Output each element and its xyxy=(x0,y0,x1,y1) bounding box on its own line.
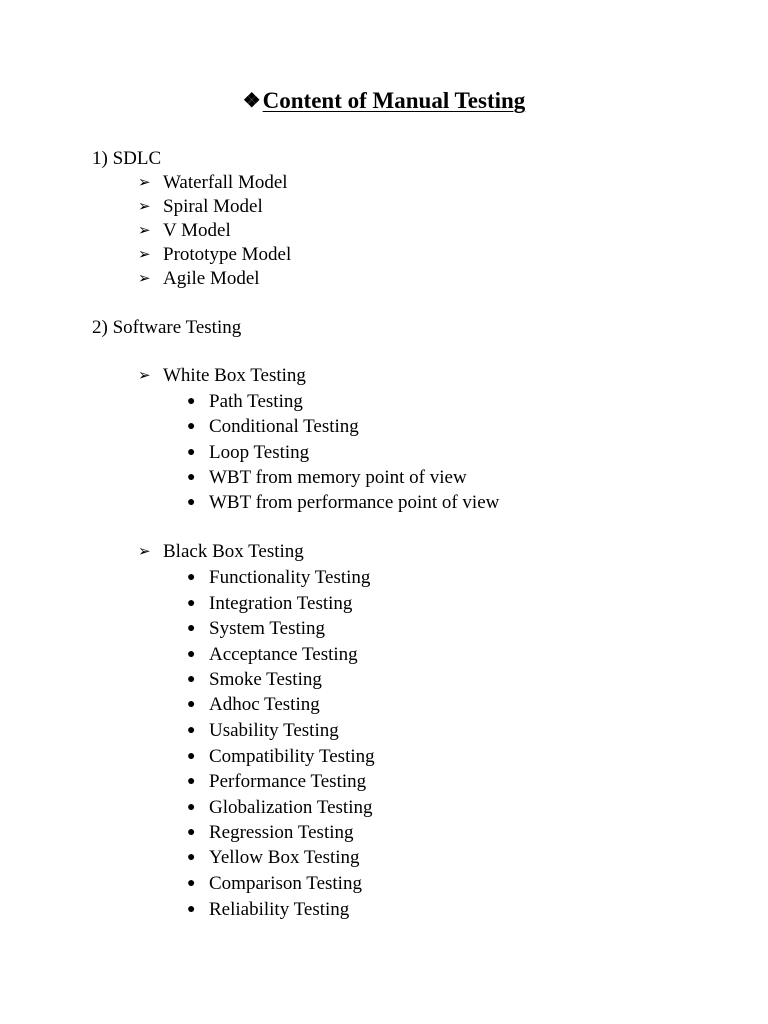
list-item-label: Conditional Testing xyxy=(209,416,359,437)
dot-bullet-icon: ● xyxy=(187,850,196,865)
subsection-heading-white-box xyxy=(138,364,306,389)
arrow-bullet-icon: ➢ xyxy=(138,175,151,191)
list-item-label: V Model xyxy=(163,220,231,241)
dot-bullet-icon: ● xyxy=(187,876,196,891)
list-item xyxy=(187,719,339,745)
dot-bullet-icon: ● xyxy=(187,596,196,611)
list-item xyxy=(187,617,325,643)
dot-bullet-icon: ● xyxy=(187,774,196,789)
list-item-label: Smoke Testing xyxy=(209,669,322,690)
dot-bullet-icon: ● xyxy=(187,800,196,815)
list-item-label: Comparison Testing xyxy=(209,873,362,894)
dot-bullet-icon: ● xyxy=(187,825,196,840)
dot-bullet-icon: ● xyxy=(187,445,196,460)
dot-bullet-icon: ● xyxy=(187,570,196,585)
dot-bullet-icon: ● xyxy=(187,419,196,434)
list-item xyxy=(187,898,349,924)
list-item-label: Spiral Model xyxy=(163,196,263,217)
title-text: Content of Manual Testing xyxy=(262,88,526,113)
list-item-label: Globalization Testing xyxy=(209,797,373,818)
list-item xyxy=(138,195,263,220)
list-item xyxy=(187,821,354,847)
dot-bullet-icon: ● xyxy=(187,470,196,485)
list-item xyxy=(187,592,352,618)
arrow-bullet-icon: ➢ xyxy=(138,223,151,239)
list-item-label: System Testing xyxy=(209,618,326,639)
list-item-label: Path Testing xyxy=(209,391,303,412)
arrow-bullet-icon: ➢ xyxy=(138,544,151,560)
list-item xyxy=(187,441,309,467)
dot-bullet-icon: ● xyxy=(187,621,196,636)
list-item-label: Adhoc Testing xyxy=(209,694,320,715)
list-item-label: Usability Testing xyxy=(209,720,339,741)
dot-bullet-icon: ● xyxy=(187,647,196,662)
list-item xyxy=(138,267,260,292)
list-item xyxy=(187,846,360,872)
list-item-label: Regression Testing xyxy=(209,822,354,843)
list-item-label: Functionality Testing xyxy=(209,567,371,588)
arrow-bullet-icon: ➢ xyxy=(138,199,151,215)
section-heading-sdlc: 1) SDLC xyxy=(92,148,162,169)
list-item xyxy=(187,668,322,694)
dot-bullet-icon: ● xyxy=(187,697,196,712)
arrow-bullet-icon: ➢ xyxy=(138,368,151,384)
list-item xyxy=(138,243,291,268)
dot-bullet-icon: ● xyxy=(187,495,196,510)
list-item xyxy=(187,466,467,492)
list-item-label: Waterfall Model xyxy=(163,172,288,193)
list-item-label: Reliability Testing xyxy=(209,899,350,920)
list-item-label: WBT from performance point of view xyxy=(209,492,500,513)
section-heading-software-testing: 2) Software Testing xyxy=(92,317,242,338)
list-item xyxy=(187,415,359,441)
list-item-label: Loop Testing xyxy=(209,442,310,463)
diamond-bullet-icon: ❖ xyxy=(242,90,261,112)
list-item xyxy=(187,491,499,517)
dot-bullet-icon: ● xyxy=(187,749,196,764)
arrow-bullet-icon: ➢ xyxy=(138,247,151,263)
list-item-label: Acceptance Testing xyxy=(209,644,358,665)
list-item xyxy=(187,643,358,669)
dot-bullet-icon: ● xyxy=(187,394,196,409)
list-item xyxy=(187,693,320,719)
subsection-label: Black Box Testing xyxy=(163,541,304,562)
list-item-label: Yellow Box Testing xyxy=(209,847,360,868)
list-item xyxy=(138,219,231,244)
list-item-label: Compatibility Testing xyxy=(209,746,375,767)
subsection-label: White Box Testing xyxy=(163,365,306,386)
list-item xyxy=(138,171,288,196)
list-item xyxy=(187,770,366,796)
dot-bullet-icon: ● xyxy=(187,723,196,738)
list-item xyxy=(187,745,375,771)
document-title xyxy=(0,86,768,117)
list-item xyxy=(187,796,373,822)
list-item-label: Performance Testing xyxy=(209,771,367,792)
dot-bullet-icon: ● xyxy=(187,672,196,687)
list-item-label: WBT from memory point of view xyxy=(209,467,467,488)
list-item-label: Integration Testing xyxy=(209,593,353,614)
list-item xyxy=(187,566,370,592)
arrow-bullet-icon: ➢ xyxy=(138,271,151,287)
subsection-heading-black-box xyxy=(138,540,304,565)
dot-bullet-icon: ● xyxy=(187,902,196,917)
list-item-label: Agile Model xyxy=(163,268,260,289)
list-item xyxy=(187,390,303,416)
list-item-label: Prototype Model xyxy=(163,244,292,265)
list-item xyxy=(187,872,362,898)
